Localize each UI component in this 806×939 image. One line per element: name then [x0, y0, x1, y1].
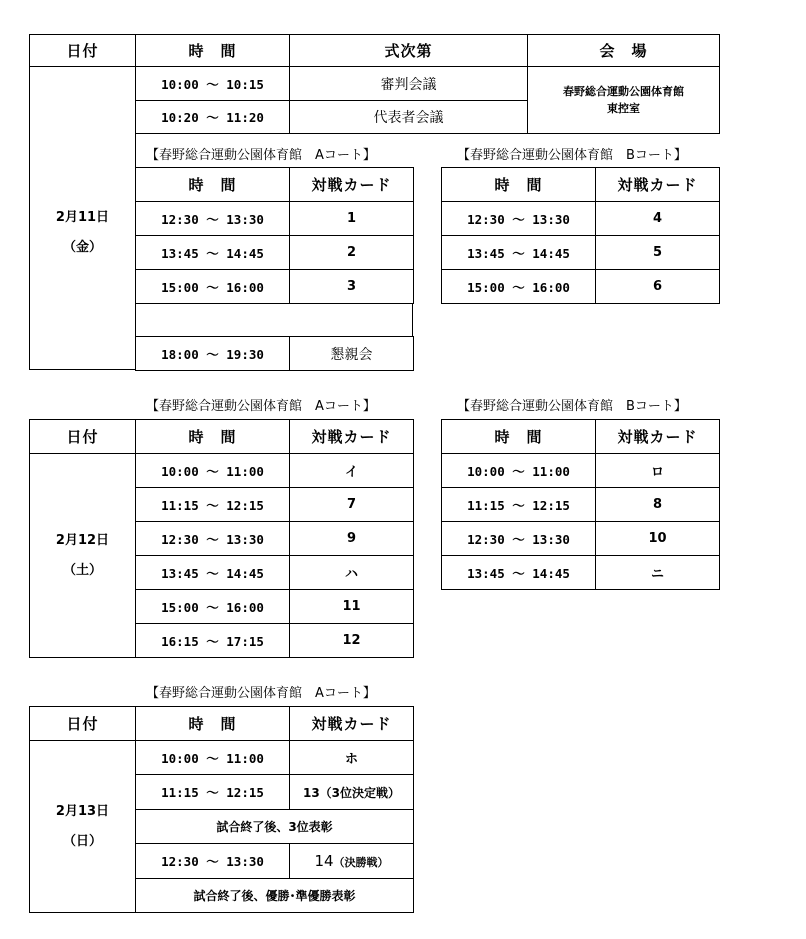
day2-court-a-table: [29, 419, 414, 658]
time-header: 時 間: [442, 420, 596, 454]
match-time: 10:00 ～ 11:00: [136, 454, 290, 488]
venue-line-1: 春野総合運動公園体育館: [563, 85, 684, 98]
card-header: 対戦カード: [290, 420, 414, 454]
time-header: 時 間: [136, 420, 290, 454]
match-time: 13:45 ～ 14:45: [442, 556, 596, 590]
final-time: 12:30 ～ 13:30: [136, 844, 290, 879]
court-a-time-header: 時 間: [136, 168, 290, 202]
match-time: 12:30 ～ 13:30: [136, 202, 290, 236]
venue-cell: [528, 67, 720, 134]
third-place-award-note: 試合終了後、3位表彰: [136, 810, 414, 844]
meeting-label-2: 代表者会議: [290, 101, 528, 134]
day2-court-b-table: [441, 419, 720, 590]
match-card: ホ: [290, 741, 414, 775]
court-b-card-header: 対戦カード: [596, 168, 720, 202]
court-a-card-header: 対戦カード: [290, 168, 414, 202]
match-card: 1: [290, 202, 414, 236]
program-header: 式次第: [290, 35, 528, 67]
court-b-time-header: 時 間: [442, 168, 596, 202]
day1-court-b-table: [441, 167, 720, 304]
card-header: 対戦カード: [596, 420, 720, 454]
day3-court-a-table: [29, 706, 414, 913]
match-card: 10: [596, 522, 720, 556]
match-card: 11: [290, 590, 414, 624]
match-time: 15:00 ～ 16:00: [136, 270, 290, 304]
date-header: 日付: [30, 420, 136, 454]
day1-blank-row: [135, 303, 413, 337]
match-card: 9: [290, 522, 414, 556]
card-header: 対戦カード: [290, 707, 414, 741]
match-card: ニ: [596, 556, 720, 590]
match-card: 6: [596, 270, 720, 304]
date-header: 日付: [30, 707, 136, 741]
match-time: 12:30 ～ 13:30: [442, 202, 596, 236]
match-card: 13（3位決定戦）: [290, 775, 414, 810]
time-header: 時 間: [136, 707, 290, 741]
day3-date-line2: （日）: [62, 833, 102, 849]
meeting-time-2: 10:20 ～ 11:20: [136, 101, 290, 134]
day1-court-a-caption: 【春野総合運動公園体育館 Aコート】: [146, 148, 376, 163]
day1-date-cell-top: [30, 67, 136, 134]
day1-date-line2: （金）: [62, 240, 102, 255]
match-card: ロ: [596, 454, 720, 488]
final-card: [290, 844, 414, 879]
day1-court-a-table: [135, 167, 414, 304]
match-time: 13:45 ～ 14:45: [136, 556, 290, 590]
final-card-suffix: （決勝戦）: [333, 856, 389, 869]
day3-date-line1: 2月13日: [55, 803, 110, 819]
time-header: 時 間: [136, 35, 290, 67]
party-label: 懇親会: [290, 337, 414, 371]
match-time: 11:15 ～ 12:15: [136, 488, 290, 522]
venue-line-2: 東控室: [607, 102, 640, 115]
match-card: 2: [290, 236, 414, 270]
match-card: 7: [290, 488, 414, 522]
championship-award-note: 試合終了後、優勝･準優勝表彰: [136, 879, 414, 913]
match-time: 10:00 ～ 11:00: [136, 741, 290, 775]
venue-header: 会 場: [528, 35, 720, 67]
match-card: ハ: [290, 556, 414, 590]
match-time: 13:45 ～ 14:45: [442, 236, 596, 270]
match-time: 12:30 ～ 13:30: [442, 522, 596, 556]
meeting-label-1: 審判会議: [290, 67, 528, 101]
day1-court-b-caption: 【春野総合運動公園体育館 Bコート】: [457, 148, 687, 163]
match-card: 3: [290, 270, 414, 304]
match-card: 4: [596, 202, 720, 236]
match-time: 11:15 ～ 12:15: [136, 775, 290, 810]
day1-party-table: [135, 336, 414, 371]
match-time: 12:30 ～ 13:30: [136, 522, 290, 556]
match-time: 16:15 ～ 17:15: [136, 624, 290, 658]
day3-court-a-caption: 【春野総合運動公園体育館 Aコート】: [146, 686, 376, 701]
match-card: 12: [290, 624, 414, 658]
match-time: 15:00 ～ 16:00: [136, 590, 290, 624]
match-time: 10:00 ～ 11:00: [442, 454, 596, 488]
day2-date: [30, 454, 136, 658]
day1-date-column: [29, 133, 136, 370]
day1-date-line1: 2月11日: [55, 210, 110, 225]
match-card: イ: [290, 454, 414, 488]
day1-date: [30, 203, 135, 263]
meeting-time-1: 10:00 ～ 10:15: [136, 67, 290, 101]
match-card: 8: [596, 488, 720, 522]
party-time: 18:00 ～ 19:30: [136, 337, 290, 371]
final-card-number: 14: [314, 852, 334, 870]
day3-date: [30, 741, 136, 913]
day2-date-line1: 2月12日: [55, 532, 110, 548]
day2-date-line2: （土）: [62, 562, 102, 578]
match-card: 5: [596, 236, 720, 270]
match-time: 15:00 ～ 16:00: [442, 270, 596, 304]
match-time: 11:15 ～ 12:15: [442, 488, 596, 522]
day1-schedule-table: [29, 34, 720, 134]
day2-court-a-caption: 【春野総合運動公園体育館 Aコート】: [146, 399, 376, 414]
day2-court-b-caption: 【春野総合運動公園体育館 Bコート】: [457, 399, 687, 414]
match-time: 13:45 ～ 14:45: [136, 236, 290, 270]
date-header: 日付: [30, 35, 136, 67]
